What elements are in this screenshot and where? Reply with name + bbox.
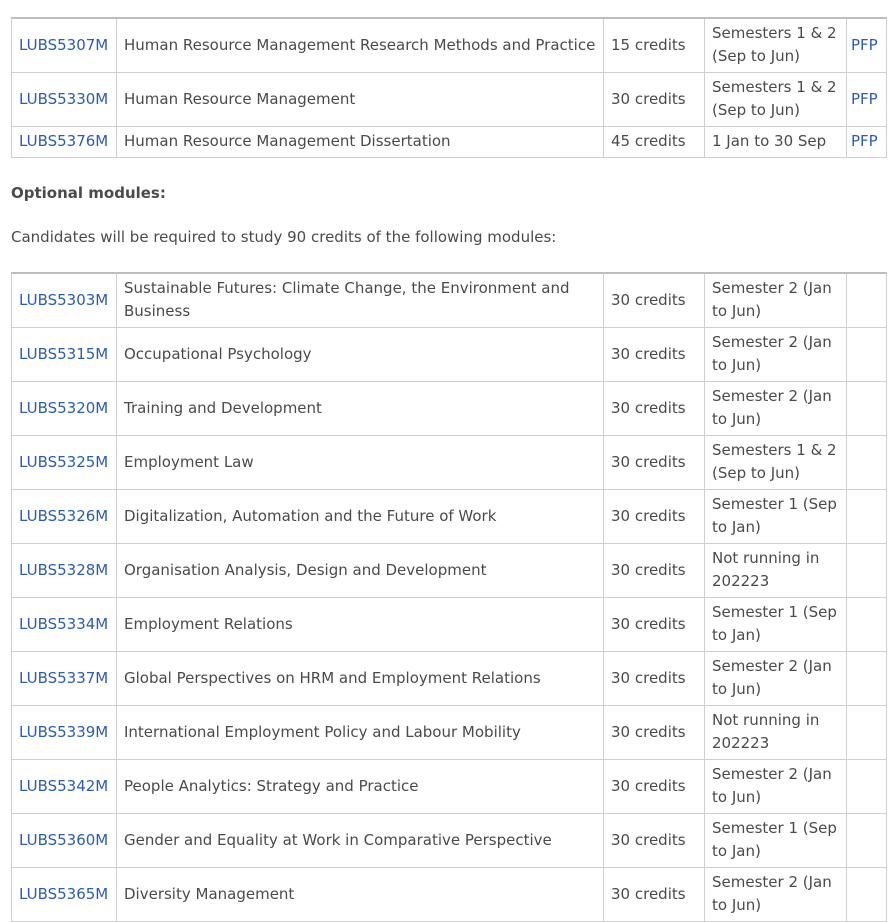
- module-title: Digitalization, Automation and the Future of Work: [124, 506, 497, 525]
- module-title: Occupational Psychology: [124, 344, 312, 363]
- module-credits-cell: [604, 435, 705, 489]
- module-code-cell: [12, 867, 117, 921]
- pfp-empty-cell: [847, 651, 887, 705]
- pfp-empty-cell: [847, 381, 887, 435]
- module-credits-cell: [604, 867, 705, 921]
- table-row: [12, 381, 887, 435]
- module-code-link[interactable]: LUBS5325M: [19, 452, 109, 471]
- table-row: [12, 705, 887, 759]
- module-credits-cell: [604, 126, 705, 157]
- optional-modules-section: [11, 272, 887, 922]
- module-credits-cell: [604, 705, 705, 759]
- module-title-cell: [117, 435, 604, 489]
- pfp-empty-cell: [847, 597, 887, 651]
- module-code-cell: [12, 813, 117, 867]
- pfp-link[interactable]: PFP: [851, 132, 878, 150]
- table-row: [12, 126, 887, 157]
- module-title-cell: [117, 273, 604, 327]
- module-code-cell: [12, 273, 117, 327]
- module-code-link[interactable]: LUBS5365M: [19, 884, 109, 903]
- module-credits-cell: [604, 273, 705, 327]
- module-code-link[interactable]: LUBS5376M: [19, 132, 109, 150]
- module-title-cell: [117, 327, 604, 381]
- module-code-cell: [12, 18, 117, 72]
- module-code-link[interactable]: LUBS5307M: [19, 35, 109, 54]
- module-code-link[interactable]: LUBS5330M: [19, 89, 109, 108]
- pfp-cell: [847, 18, 887, 72]
- module-title: Training and Development: [124, 398, 322, 417]
- module-semester: Semesters 1 & 2 (Sep to Jun): [712, 441, 837, 482]
- module-code-cell: [12, 435, 117, 489]
- pfp-cell: [847, 126, 887, 157]
- optional-modules-intro: Candidates will be required to study 90 credits of the following modules:: [11, 228, 557, 246]
- module-title: Global Perspectives on HRM and Employment Relations: [124, 668, 541, 687]
- table-row: [12, 543, 887, 597]
- module-semester-cell: [705, 381, 847, 435]
- table-row: [12, 18, 887, 72]
- module-semester: Semester 1 (Sep to Jan): [712, 495, 837, 536]
- module-credits: 30 credits: [611, 884, 686, 903]
- table-row: [12, 597, 887, 651]
- module-semester: 1 Jan to 30 Sep: [712, 132, 827, 150]
- module-credits: 30 credits: [611, 722, 686, 741]
- pfp-empty-cell: [847, 273, 887, 327]
- module-credits: 30 credits: [611, 452, 686, 471]
- module-title: Organisation Analysis, Design and Development: [124, 560, 487, 579]
- module-code-link[interactable]: LUBS5315M: [19, 344, 109, 363]
- table-row: [12, 489, 887, 543]
- module-credits: 30 credits: [611, 290, 686, 309]
- pfp-empty-cell: [847, 867, 887, 921]
- optional-modules-heading: Optional modules:: [11, 184, 166, 202]
- module-code-link[interactable]: LUBS5326M: [19, 506, 109, 525]
- module-semester-cell: [705, 489, 847, 543]
- module-code-link[interactable]: LUBS5339M: [19, 722, 109, 741]
- module-semester: Semester 2 (Jan to Jun): [712, 765, 832, 806]
- module-credits: 30 credits: [611, 398, 686, 417]
- table-row: [12, 327, 887, 381]
- module-credits-cell: [604, 813, 705, 867]
- optional-modules-table: [11, 272, 887, 922]
- module-semester-cell: [705, 126, 847, 157]
- module-title: People Analytics: Strategy and Practice: [124, 776, 419, 795]
- module-title: Employment Relations: [124, 614, 293, 633]
- module-code-cell: [12, 126, 117, 157]
- module-title: Employment Law: [124, 452, 254, 471]
- module-credits-cell: [604, 597, 705, 651]
- module-semester-cell: [705, 597, 847, 651]
- module-semester: Semesters 1 & 2 (Sep to Jun): [712, 24, 837, 66]
- table-row: [12, 651, 887, 705]
- module-code-cell: [12, 759, 117, 813]
- core-modules-table: [11, 17, 887, 158]
- module-semester-cell: [705, 72, 847, 126]
- module-title: International Employment Policy and Labour Mobility: [124, 722, 521, 741]
- module-title-cell: [117, 759, 604, 813]
- module-title-cell: [117, 72, 604, 126]
- module-title: Human Resource Management Dissertation: [124, 132, 451, 150]
- module-credits: 30 credits: [611, 560, 686, 579]
- module-code-cell: [12, 543, 117, 597]
- module-credits: 30 credits: [611, 668, 686, 687]
- pfp-empty-cell: [847, 435, 887, 489]
- module-semester: Semester 2 (Jan to Jun): [712, 657, 832, 698]
- module-code-cell: [12, 327, 117, 381]
- module-code-cell: [12, 705, 117, 759]
- module-title-cell: [117, 813, 604, 867]
- module-semester: Not running in 202223: [712, 711, 820, 752]
- module-semester-cell: [705, 867, 847, 921]
- module-title: Human Resource Management Research Methods and Practice: [124, 35, 596, 54]
- module-credits: 30 credits: [611, 614, 686, 633]
- module-semester: Semester 2 (Jan to Jun): [712, 387, 832, 428]
- module-credits: 30 credits: [611, 344, 686, 363]
- module-credits-cell: [604, 327, 705, 381]
- module-credits-cell: [604, 759, 705, 813]
- table-row: [12, 72, 887, 126]
- table-row: [12, 273, 887, 327]
- module-code-cell: [12, 651, 117, 705]
- module-semester-cell: [705, 705, 847, 759]
- module-code-cell: [12, 381, 117, 435]
- core-modules-body: [12, 18, 887, 157]
- module-code-link[interactable]: LUBS5360M: [19, 830, 109, 849]
- module-code-link[interactable]: LUBS5328M: [19, 560, 109, 579]
- module-title-cell: [117, 867, 604, 921]
- module-code-link[interactable]: LUBS5342M: [19, 776, 109, 795]
- module-credits-cell: [604, 489, 705, 543]
- module-credits-cell: [604, 72, 705, 126]
- module-listing: [11, 17, 886, 914]
- pfp-link[interactable]: PFP: [851, 35, 878, 54]
- module-code-link[interactable]: LUBS5337M: [19, 668, 109, 687]
- module-title: Human Resource Management: [124, 89, 356, 108]
- module-credits: 30 credits: [611, 89, 686, 108]
- module-semester-cell: [705, 813, 847, 867]
- module-title-cell: [117, 597, 604, 651]
- table-row: [12, 435, 887, 489]
- optional-modules-body: [12, 273, 887, 921]
- module-code-link[interactable]: LUBS5303M: [19, 290, 109, 309]
- module-credits: 30 credits: [611, 506, 686, 525]
- module-semester-cell: [705, 327, 847, 381]
- pfp-empty-cell: [847, 489, 887, 543]
- module-semester: Semester 2 (Jan to Jun): [712, 873, 832, 914]
- pfp-empty-cell: [847, 327, 887, 381]
- module-credits-cell: [604, 651, 705, 705]
- module-title: Sustainable Futures: Climate Change, the Environment and Business: [124, 279, 570, 321]
- module-credits: 45 credits: [611, 132, 686, 150]
- module-title: Diversity Management: [124, 884, 295, 903]
- module-semester: Semester 1 (Sep to Jan): [712, 603, 837, 644]
- module-title-cell: [117, 381, 604, 435]
- module-semester: Semester 2 (Jan to Jun): [712, 279, 832, 321]
- module-semester-cell: [705, 651, 847, 705]
- pfp-link[interactable]: PFP: [851, 89, 878, 108]
- module-title-cell: [117, 489, 604, 543]
- pfp-cell: [847, 72, 887, 126]
- table-row: [12, 759, 887, 813]
- module-code-cell: [12, 489, 117, 543]
- module-credits: 30 credits: [611, 776, 686, 795]
- module-title-cell: [117, 705, 604, 759]
- module-credits-cell: [604, 18, 705, 72]
- module-code-cell: [12, 72, 117, 126]
- table-row: [12, 813, 887, 867]
- pfp-empty-cell: [847, 813, 887, 867]
- module-semester: Semester 1 (Sep to Jan): [712, 819, 837, 860]
- module-code-link[interactable]: LUBS5334M: [19, 614, 109, 633]
- module-title-cell: [117, 126, 604, 157]
- module-title-cell: [117, 18, 604, 72]
- module-credits: 30 credits: [611, 830, 686, 849]
- module-semester-cell: [705, 435, 847, 489]
- module-semester: Semester 2 (Jan to Jun): [712, 333, 832, 374]
- table-row: [12, 867, 887, 921]
- pfp-empty-cell: [847, 759, 887, 813]
- module-credits-cell: [604, 543, 705, 597]
- module-title-cell: [117, 543, 604, 597]
- module-title-cell: [117, 651, 604, 705]
- module-title: Gender and Equality at Work in Comparative Perspective: [124, 830, 552, 849]
- module-code-cell: [12, 597, 117, 651]
- pfp-empty-cell: [847, 543, 887, 597]
- pfp-empty-cell: [847, 705, 887, 759]
- module-semester: Not running in 202223: [712, 549, 820, 590]
- module-semester-cell: [705, 759, 847, 813]
- module-semester-cell: [705, 543, 847, 597]
- module-semester-cell: [705, 273, 847, 327]
- module-code-link[interactable]: LUBS5320M: [19, 398, 109, 417]
- module-semester-cell: [705, 18, 847, 72]
- module-credits-cell: [604, 381, 705, 435]
- module-credits: 15 credits: [611, 35, 686, 54]
- module-semester: Semesters 1 & 2 (Sep to Jun): [712, 78, 837, 119]
